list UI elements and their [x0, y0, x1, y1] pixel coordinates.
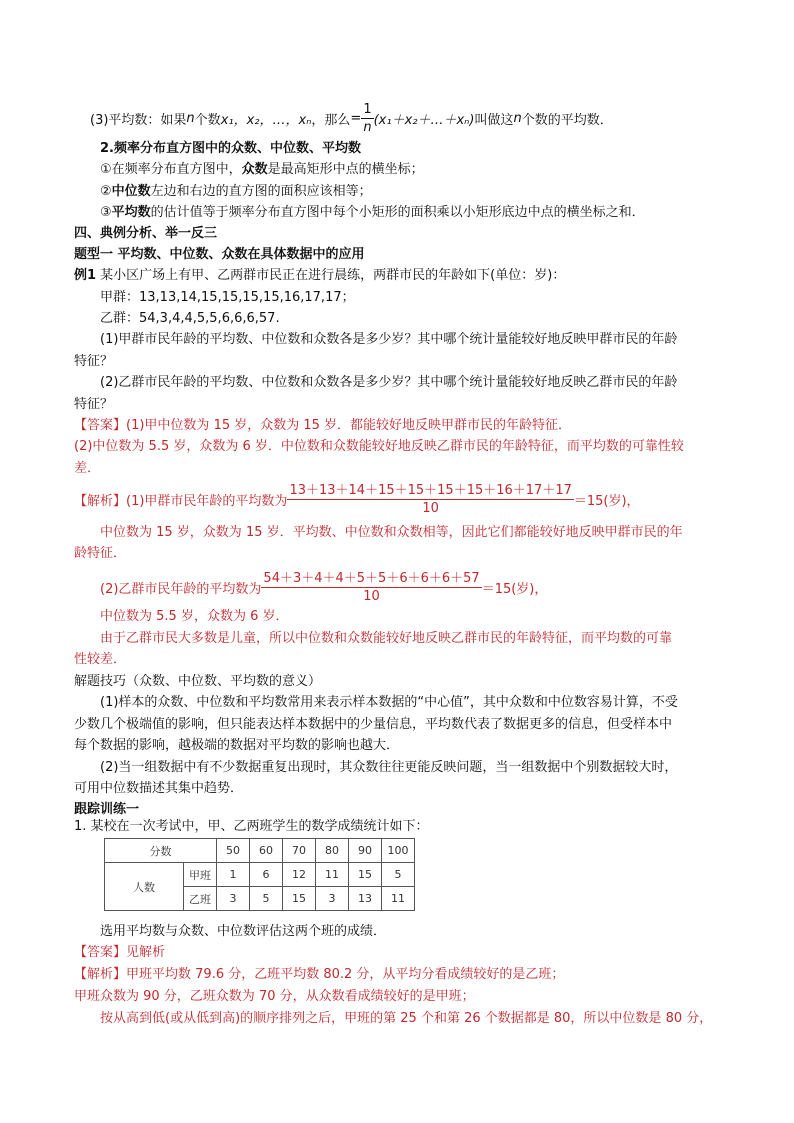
- count-cell: 11: [382, 887, 415, 911]
- solution-1-mean-a: 【解析】(1)甲群市民年龄的平均数为 $\frac{13+13+14+15+15+15+15+16+17+17}{10}$ ＝15(岁)，: [74, 483, 640, 516]
- section-4-title: 四、典例分析、举一反三: [74, 226, 218, 241]
- group-b-ages: 乙群：54,3,4,4,5,5,6,6,6,57.: [100, 311, 280, 326]
- tips-1-line-3: 每个数据的影响，越极端的数据对平均数的影响也越大．: [74, 738, 400, 753]
- count-cell: 1: [217, 863, 250, 887]
- tips-1-line-1: (1)样本的众数、中位数和平均数常用来表示样本数据的“中心值”，其中众数和中位数容易计算，不受: [100, 695, 678, 710]
- tips-2-line-1: (2)当一组数据中有不少数据重复出现时，其众数往往更能反映问题，当一组数据中个别数据较大时，: [100, 760, 678, 775]
- count-label-cell: 人数: [105, 863, 184, 911]
- score-header-cell: 分数: [105, 839, 217, 863]
- section-2-title: 2.频率分布直方图中的众数、中位数、平均数: [100, 141, 361, 156]
- question-2-line-1: (2)乙群市民年龄的平均数、中位数和众数各是多少岁？其中哪个统计量能较好地反映乙群市民的年龄: [100, 375, 678, 390]
- count-cell: 15: [349, 863, 382, 887]
- mean-fraction: $\frac{1}{n}$: [363, 102, 372, 135]
- section-2-item-2: ②中位数左边和右边的直方图的面积应该相等；: [100, 184, 372, 199]
- count-cell: 5: [250, 887, 283, 911]
- answer-1-line-1: 【答案】(1)甲中位数为 15 岁，众数为 15 岁．都能较好地反映甲群市民的年龄特征．: [74, 418, 572, 433]
- mean-b-fraction: $\frac{54+3+4+4+5+5+6+6+6+57}{10}$: [263, 571, 480, 604]
- tips-2-line-2: 可用中位数描述其集中趋势．: [74, 781, 244, 796]
- practice-title: 跟踪训练一: [74, 802, 140, 817]
- example-1-stem: 例1 某小区广场上有甲、乙两群市民正在进行晨练，两群市民的年龄如下(单位：岁)：: [74, 268, 566, 283]
- practice-instruction: 选用平均数与众数、中位数评估这两个班的成绩．: [100, 924, 387, 939]
- count-cell: 12: [283, 863, 316, 887]
- table-row: [105, 863, 415, 887]
- mean-definition: (3)平均数：如果n个数x₁，x₂，…，xₙ，那么= $\frac{1}{n}$ (x₁＋x₂＋…＋xₙ)叫做这n个数的平均数．: [90, 102, 613, 135]
- type-1-title: 题型一 平均数、中位数、众数在具体数据中的应用: [74, 247, 365, 262]
- score-cell: 80: [316, 839, 349, 863]
- score-cell: 90: [349, 839, 382, 863]
- solution-1-line-5: 中位数为 5.5 岁，众数为 6 岁．: [100, 609, 289, 624]
- answer-1-line-2: (2)中位数为 5.5 岁，众数为 6 岁．中位数和众数能较好地反映乙群市民的年龄特征，而平均数的可靠性较: [74, 439, 684, 454]
- count-cell: 3: [217, 887, 250, 911]
- score-cell: 50: [217, 839, 250, 863]
- practice-question-1: 1. 某校在一次考试中，甲、乙两班学生的数学成绩统计如下：: [74, 819, 429, 834]
- count-cell: 5: [382, 863, 415, 887]
- score-table: [104, 838, 415, 911]
- solution-1-mean-b: (2)乙群市民年龄的平均数为 $\frac{54+3+4+4+5+5+6+6+6+57}{10}$ ＝15(岁)，: [100, 571, 548, 604]
- count-cell: 13: [349, 887, 382, 911]
- question-2-line-2: 特征？: [74, 397, 114, 412]
- count-cell: 3: [316, 887, 349, 911]
- score-cell: 70: [283, 839, 316, 863]
- count-cell: 11: [316, 863, 349, 887]
- solution-1-line-7: 性较差．: [74, 652, 127, 667]
- score-cell: 100: [382, 839, 415, 863]
- section-2-item-3: ③平均数的估计值等于频率分布直方图中每个小矩形的面积乘以小矩形底边中点的横坐标之和．: [100, 205, 645, 220]
- class-cell: 甲班: [184, 863, 217, 887]
- tips-title: 解题技巧（众数、中位数、平均数的意义）: [74, 674, 322, 689]
- question-1-line-2: 特征？: [74, 354, 114, 369]
- score-cell: 60: [250, 839, 283, 863]
- question-1-line-1: (1)甲群市民年龄的平均数、中位数和众数各是多少岁？其中哪个统计量能较好地反映甲群市民的年龄: [100, 332, 678, 347]
- section-2-item-1: ①在频率分布直方图中，众数是最高矩形中点的横坐标；: [100, 162, 424, 177]
- mean-a-fraction: $\frac{13+13+14+15+15+15+15+16+17+17}{10}$: [289, 483, 572, 516]
- solution-1-line-6: 由于乙群市民大多数是儿童，所以中位数和众数能较好地反映乙群市民的年龄特征，而平均数的可靠: [100, 631, 673, 646]
- class-cell: 乙班: [184, 887, 217, 911]
- table-row: [105, 839, 415, 863]
- practice-solution-line-1: 【解析】甲班平均数 79.6 分，乙班平均数 80.2 分，从平均分看成绩较好的是乙班；: [74, 967, 565, 982]
- solution-1-line-2: 中位数为 15 岁，众数为 15 岁．平均数、中位数和众数相等，因此它们都能较好地反映甲群市民的年: [100, 525, 683, 540]
- count-cell: 6: [250, 863, 283, 887]
- practice-answer: 【答案】见解析: [74, 945, 166, 960]
- solution-1-line-3: 龄特征．: [74, 546, 127, 561]
- practice-solution-line-3: 按从高到低(或从低到高)的顺序排列之后，甲班的第 25 个和第 26 个数据都是 80，所以中位数是 80 分，: [100, 1011, 713, 1026]
- practice-solution-line-2: 甲班众数为 90 分，乙班众数为 70 分，从众数看成绩较好的是甲班；: [74, 989, 475, 1004]
- answer-1-line-3: 差．: [74, 461, 101, 476]
- group-a-ages: 甲群：13,13,14,15,15,15,15,16,17,17；: [100, 290, 355, 305]
- tips-1-line-2: 少数几个极端值的影响，但只能表达样本数据中的少量信息，平均数代表了数据更多的信息，但受样本中: [74, 717, 673, 732]
- count-cell: 15: [283, 887, 316, 911]
